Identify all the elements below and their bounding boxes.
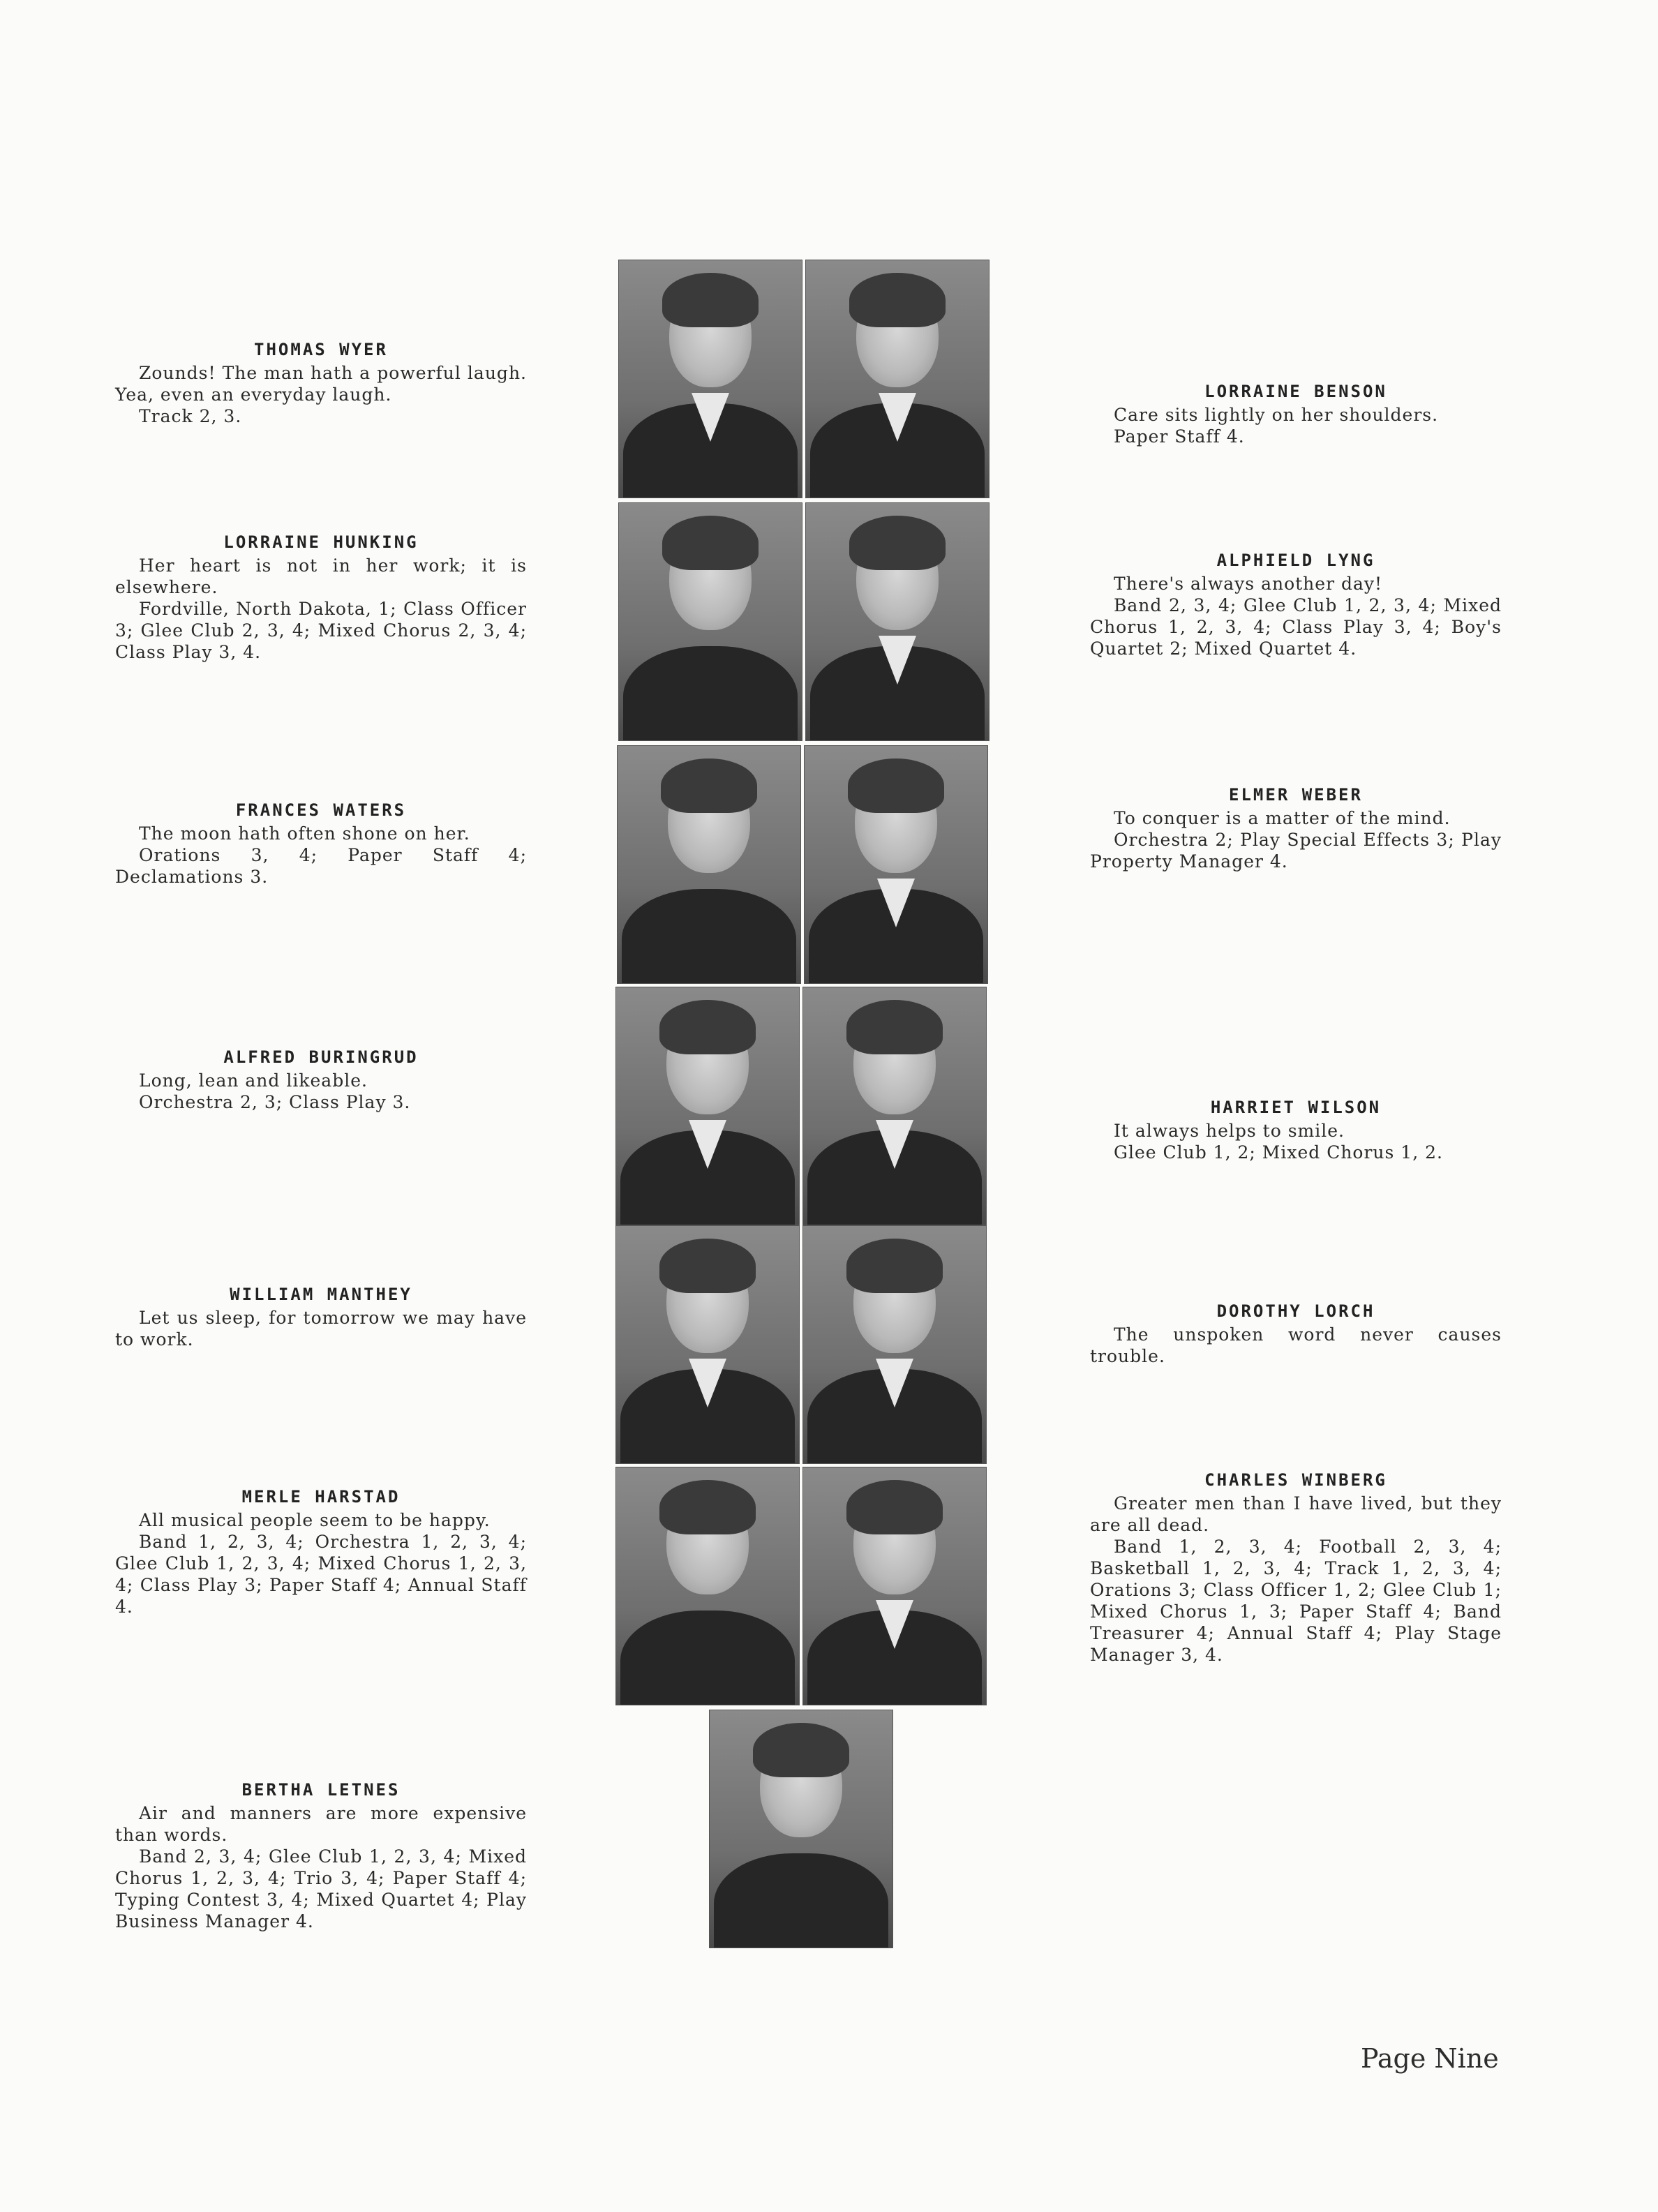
senior-entry-harriet-wilson [1090, 1097, 1502, 1163]
senior-entry-charles-winberg [1090, 1470, 1502, 1666]
portrait-photo-charles-winberg [802, 1467, 987, 1705]
senior-activities: Fordville, North Dakota, 1; Class Officer 3; Glee Club 2, 3, 4; Mixed Chorus 2, 3, 4; Class Play 3, 4. [115, 599, 527, 662]
senior-quote: It always helps to smile. [1114, 1121, 1345, 1141]
senior-quote: The moon hath often shone on her. [139, 823, 470, 844]
senior-name: DOROTHY LORCH [1216, 1301, 1375, 1321]
portrait-photo-harriet-wilson [802, 987, 987, 1225]
senior-entry-lorraine-benson [1090, 381, 1502, 447]
senior-quote: Care sits lightly on her shoulders. [1114, 405, 1439, 425]
senior-name: LORRAINE BENSON [1204, 382, 1387, 401]
page-number: Page Nine [1361, 2043, 1499, 2074]
senior-name: MERLE HARSTAD [241, 1487, 401, 1507]
senior-quote: To conquer is a matter of the mind. [1114, 808, 1451, 828]
senior-quote: Zounds! The man hath a powerful laugh. Yea, even an everyday laugh. [115, 363, 527, 405]
senior-activities: Orchestra 2; Play Special Effects 3; Play Property Manager 4. [1090, 830, 1502, 872]
senior-entry-dorothy-lorch [1090, 1301, 1502, 1367]
senior-entry-lorraine-hunking [115, 532, 527, 663]
senior-quote: Her heart is not in her work; it is elsewhere. [115, 555, 527, 597]
senior-quote: Greater men than I have lived, but they are all dead. [1090, 1493, 1502, 1535]
senior-name: ALFRED BURINGRUD [223, 1047, 419, 1067]
senior-name: FRANCES WATERS [235, 800, 407, 820]
senior-name: HARRIET WILSON [1210, 1098, 1382, 1117]
portrait-photo-bertha-letnes [709, 1710, 893, 1948]
senior-name: BERTHA LETNES [241, 1780, 401, 1800]
senior-name: WILLIAM MANTHEY [230, 1285, 412, 1304]
senior-entry-merle-harstad [115, 1486, 527, 1617]
senior-activities: Band 1, 2, 3, 4; Football 2, 3, 4; Basketball 1, 2, 3, 4; Track 1, 2, 3, 4; Orations 3; Class Officer 1, 2; Glee Club 1; Mixed Chorus 1, 3; Paper Staff 4; Band Treasurer 4; Annual Staff 4; Play Stage Manager 3, 4. [1090, 1537, 1502, 1665]
senior-activities: Track 2, 3. [139, 406, 242, 426]
senior-quote: All musical people seem to be happy. [139, 1510, 491, 1530]
senior-quote: Long, lean and likeable. [139, 1070, 368, 1091]
senior-activities: Paper Staff 4. [1114, 426, 1245, 447]
senior-entry-alphield-lyng [1090, 550, 1502, 659]
portrait-photo-merle-harstad [615, 1467, 800, 1705]
senior-entry-thomas-wyer [115, 339, 527, 427]
senior-activities: Glee Club 1, 2; Mixed Chorus 1, 2. [1114, 1142, 1443, 1163]
senior-activities: Orchestra 2, 3; Class Play 3. [139, 1092, 411, 1112]
portrait-photo-elmer-weber [804, 745, 988, 984]
senior-activities: Band 1, 2, 3, 4; Orchestra 1, 2, 3, 4; Glee Club 1, 2, 3, 4; Mixed Chorus 1, 2, 3, 4; Class Play 3; Paper Staff 4; Annual Staff 4. [115, 1532, 527, 1617]
senior-quote: Air and manners are more expensive than words. [115, 1803, 527, 1845]
senior-entry-alfred-buringrud [115, 1047, 527, 1113]
portrait-photo-frances-waters [617, 745, 801, 984]
senior-name: ALPHIELD LYNG [1216, 551, 1375, 570]
portrait-photo-alphield-lyng [805, 502, 989, 741]
senior-entry-william-manthey [115, 1284, 527, 1350]
senior-activities: Band 2, 3, 4; Glee Club 1, 2, 3, 4; Mixed Chorus 1, 2, 3, 4; Trio 3, 4; Paper Staff 4; Typing Contest 3, 4; Mixed Quartet 4; Play Business Manager 4. [115, 1846, 527, 1931]
senior-entry-frances-waters [115, 800, 527, 888]
senior-name: ELMER WEBER [1229, 785, 1363, 805]
senior-quote: Let us sleep, for tomorrow we may have to work. [115, 1308, 527, 1350]
senior-name: LORRAINE HUNKING [223, 532, 419, 552]
senior-name: THOMAS WYER [254, 340, 388, 359]
portrait-photo-lorraine-hunking [618, 502, 802, 741]
senior-activities: Band 2, 3, 4; Glee Club 1, 2, 3, 4; Mixed Chorus 1, 2, 3, 4; Class Play 3, 4; Boy's Quartet 2; Mixed Quartet 4. [1090, 595, 1502, 659]
portrait-photo-dorothy-lorch [802, 1225, 987, 1464]
senior-entry-bertha-letnes [115, 1779, 527, 1932]
portrait-photo-thomas-wyer [618, 260, 802, 498]
portrait-photo-lorraine-benson [805, 260, 989, 498]
portrait-photo-alfred-buringrud [615, 987, 800, 1225]
senior-quote: The unspoken word never causes trouble. [1090, 1324, 1502, 1366]
senior-entry-elmer-weber [1090, 784, 1502, 872]
senior-activities: Orations 3, 4; Paper Staff 4; Declamations 3. [115, 845, 527, 887]
senior-quote: There's always another day! [1114, 574, 1383, 594]
senior-name: CHARLES WINBERG [1204, 1470, 1387, 1490]
portrait-photo-william-manthey [615, 1225, 800, 1464]
